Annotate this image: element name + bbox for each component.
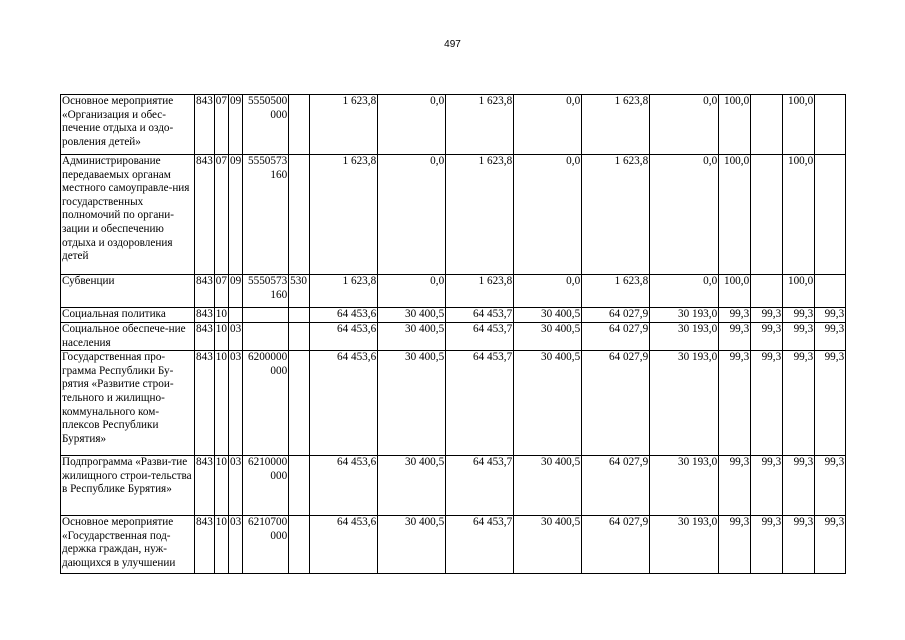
amount-cell: 30 400,5 [514, 323, 582, 351]
table-row [61, 516, 846, 574]
amount-cell: 1 623,8 [582, 275, 650, 308]
section-code-cell: 07 [214, 95, 228, 155]
expense-type-code-cell [289, 516, 310, 574]
amount-cell: 99,3 [751, 351, 783, 456]
amount-cell: 99,3 [815, 456, 846, 516]
amount-cell: 0,0 [378, 275, 446, 308]
grbs-code-cell: 843 [195, 308, 215, 323]
amount-cell: 100,0 [719, 155, 751, 275]
amount-cell: 99,3 [719, 456, 751, 516]
amount-cell: 0,0 [378, 95, 446, 155]
amount-cell: 100,0 [719, 95, 751, 155]
subsection-code-cell: 09 [228, 275, 242, 308]
budget-table [60, 94, 846, 574]
amount-cell: 64 027,9 [582, 308, 650, 323]
amount-cell: 99,3 [815, 516, 846, 574]
amount-cell: 1 623,8 [310, 95, 378, 155]
subsection-code-cell: 03 [228, 516, 242, 574]
target-article-code-cell: 5550573 160 [243, 275, 289, 308]
amount-cell: 64 027,9 [582, 351, 650, 456]
amount-cell [815, 155, 846, 275]
amount-cell: 30 193,0 [650, 516, 719, 574]
amount-cell: 99,3 [751, 323, 783, 351]
amount-cell: 99,3 [783, 516, 815, 574]
subsection-code-cell: 09 [228, 155, 242, 275]
row-name-cell: Социальное обеспече-ние населения [61, 323, 195, 351]
row-name-cell: Основное мероприятие «Организация и обес-печение отдыха и оздо-ровления детей» [61, 95, 195, 155]
grbs-code-cell: 843 [195, 456, 215, 516]
amount-cell: 30 400,5 [378, 351, 446, 456]
amount-cell: 1 623,8 [446, 155, 514, 275]
table-row [61, 456, 846, 516]
target-article-code-cell [243, 323, 289, 351]
amount-cell: 100,0 [783, 155, 815, 275]
amount-cell: 100,0 [783, 275, 815, 308]
amount-cell: 64 027,9 [582, 323, 650, 351]
amount-cell: 30 400,5 [514, 516, 582, 574]
row-name-cell: Основное мероприятие «Государственная под-держка граждан, нуж-дающихся в улучшении [61, 516, 195, 574]
amount-cell: 0,0 [514, 275, 582, 308]
amount-cell: 64 453,6 [310, 323, 378, 351]
target-article-code-cell: 5550500 000 [243, 95, 289, 155]
page-number: 497 [444, 39, 461, 50]
amount-cell: 30 400,5 [514, 308, 582, 323]
table-row [61, 275, 846, 308]
grbs-code-cell: 843 [195, 155, 215, 275]
amount-cell: 0,0 [650, 155, 719, 275]
table-row [61, 308, 846, 323]
amount-cell: 30 400,5 [378, 308, 446, 323]
expense-type-code-cell [289, 323, 310, 351]
amount-cell: 64 453,7 [446, 323, 514, 351]
amount-cell: 99,3 [783, 308, 815, 323]
amount-cell: 1 623,8 [446, 275, 514, 308]
amount-cell: 64 453,7 [446, 516, 514, 574]
grbs-code-cell: 843 [195, 275, 215, 308]
amount-cell: 99,3 [783, 456, 815, 516]
section-code-cell: 10 [214, 351, 228, 456]
amount-cell: 64 027,9 [582, 456, 650, 516]
expense-type-code-cell [289, 155, 310, 275]
amount-cell: 99,3 [719, 351, 751, 456]
amount-cell: 30 193,0 [650, 351, 719, 456]
amount-cell: 30 193,0 [650, 456, 719, 516]
amount-cell: 30 400,5 [514, 351, 582, 456]
row-name-cell: Государственная про-грамма Республики Бу-рятия «Развитие строи-тельного и жилищно-коммунального ком-плексов Республики Бурятия» [61, 351, 195, 456]
amount-cell: 99,3 [751, 308, 783, 323]
amount-cell: 64 453,7 [446, 456, 514, 516]
amount-cell [815, 95, 846, 155]
table-row [61, 155, 846, 275]
grbs-code-cell: 843 [195, 95, 215, 155]
expense-type-code-cell: 530 [289, 275, 310, 308]
table-row [61, 95, 846, 155]
amount-cell: 99,3 [719, 323, 751, 351]
amount-cell: 64 453,7 [446, 351, 514, 456]
amount-cell: 0,0 [514, 95, 582, 155]
section-code-cell: 10 [214, 323, 228, 351]
amount-cell: 30 400,5 [514, 456, 582, 516]
target-article-code-cell [243, 308, 289, 323]
amount-cell: 1 623,8 [582, 95, 650, 155]
amount-cell: 99,3 [815, 351, 846, 456]
table-row [61, 323, 846, 351]
amount-cell: 0,0 [650, 275, 719, 308]
amount-cell: 99,3 [719, 516, 751, 574]
amount-cell: 100,0 [719, 275, 751, 308]
target-article-code-cell: 5550573 160 [243, 155, 289, 275]
amount-cell: 99,3 [815, 308, 846, 323]
row-name-cell: Субвенции [61, 275, 195, 308]
expense-type-code-cell [289, 308, 310, 323]
amount-cell: 0,0 [650, 95, 719, 155]
grbs-code-cell: 843 [195, 516, 215, 574]
amount-cell: 1 623,8 [446, 95, 514, 155]
expense-type-code-cell [289, 456, 310, 516]
amount-cell: 0,0 [378, 155, 446, 275]
amount-cell: 64 453,6 [310, 351, 378, 456]
amount-cell: 30 193,0 [650, 323, 719, 351]
amount-cell: 1 623,8 [310, 155, 378, 275]
grbs-code-cell: 843 [195, 323, 215, 351]
amount-cell: 100,0 [783, 95, 815, 155]
amount-cell: 0,0 [514, 155, 582, 275]
subsection-code-cell [228, 308, 242, 323]
row-name-cell: Социальная политика [61, 308, 195, 323]
amount-cell: 30 400,5 [378, 323, 446, 351]
amount-cell [751, 275, 783, 308]
subsection-code-cell: 03 [228, 351, 242, 456]
amount-cell: 99,3 [783, 351, 815, 456]
table-row [61, 351, 846, 456]
amount-cell: 64 453,7 [446, 308, 514, 323]
amount-cell: 1 623,8 [582, 155, 650, 275]
amount-cell [751, 95, 783, 155]
amount-cell: 99,3 [815, 323, 846, 351]
amount-cell: 64 027,9 [582, 516, 650, 574]
amount-cell: 99,3 [751, 456, 783, 516]
subsection-code-cell: 09 [228, 95, 242, 155]
section-code-cell: 10 [214, 516, 228, 574]
section-code-cell: 07 [214, 275, 228, 308]
section-code-cell: 07 [214, 155, 228, 275]
target-article-code-cell: 6210700 000 [243, 516, 289, 574]
row-name-cell: Подпрограмма «Разви-тие жилищного строи-тельства в Республике Бурятия» [61, 456, 195, 516]
amount-cell: 99,3 [719, 308, 751, 323]
target-article-code-cell: 6200000 000 [243, 351, 289, 456]
subsection-code-cell: 03 [228, 323, 242, 351]
amount-cell: 30 400,5 [378, 516, 446, 574]
amount-cell: 30 193,0 [650, 308, 719, 323]
section-code-cell: 10 [214, 308, 228, 323]
amount-cell: 64 453,6 [310, 308, 378, 323]
row-name-cell: Администрированиe передаваемых органам местного самоуправле-ния государственных полномочий по органи-зации и обеспечению отдыха и оздоровления детей [61, 155, 195, 275]
amount-cell [751, 155, 783, 275]
expense-type-code-cell [289, 95, 310, 155]
subsection-code-cell: 03 [228, 456, 242, 516]
amount-cell: 1 623,8 [310, 275, 378, 308]
amount-cell: 99,3 [751, 516, 783, 574]
amount-cell: 64 453,6 [310, 516, 378, 574]
grbs-code-cell: 843 [195, 351, 215, 456]
amount-cell: 64 453,6 [310, 456, 378, 516]
amount-cell: 30 400,5 [378, 456, 446, 516]
amount-cell: 99,3 [783, 323, 815, 351]
target-article-code-cell: 6210000 000 [243, 456, 289, 516]
section-code-cell: 10 [214, 456, 228, 516]
amount-cell [815, 275, 846, 308]
expense-type-code-cell [289, 351, 310, 456]
